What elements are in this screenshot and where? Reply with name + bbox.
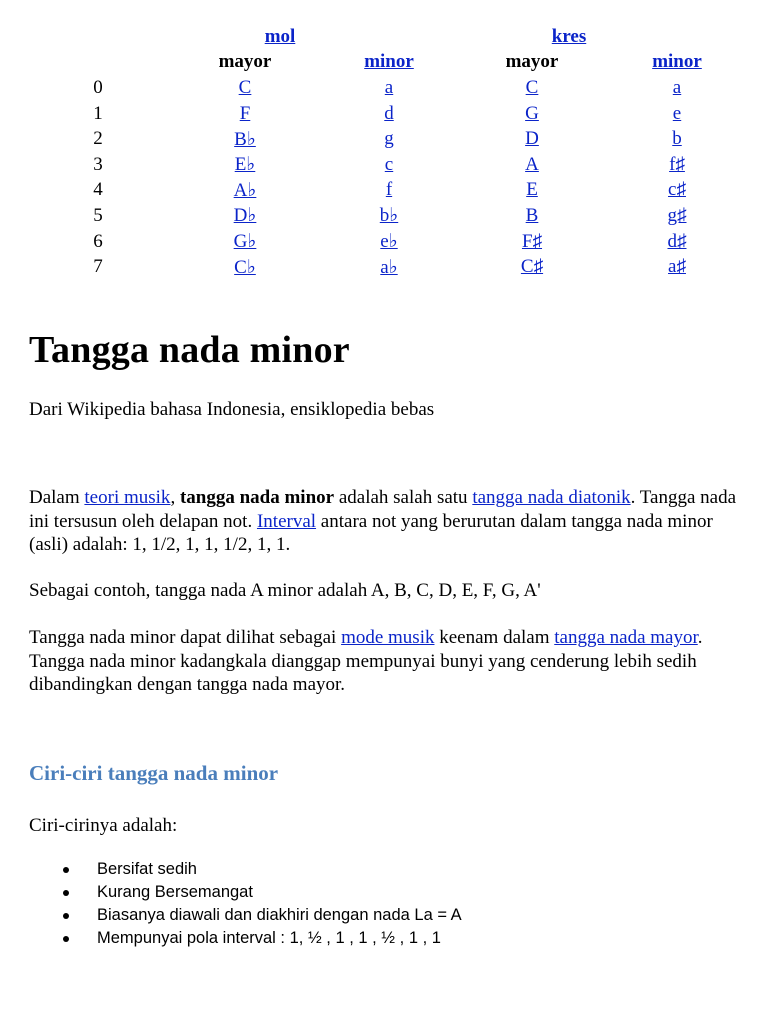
kres-minor-cell[interactable] <box>640 75 714 101</box>
list-item <box>60 881 462 904</box>
list-item <box>60 927 462 950</box>
kres-minor-link[interactable]: minor <box>652 51 702 73</box>
kres-mayor-cell[interactable] <box>424 75 640 101</box>
mol-minor-cell[interactable] <box>354 254 424 280</box>
mol-mayor-key-link[interactable]: A♭ <box>233 179 257 201</box>
table-group-header-row <box>60 24 714 50</box>
kres-mayor-key-link[interactable]: D <box>525 128 539 150</box>
kres-minor-cell[interactable] <box>640 178 714 204</box>
kres-mayor-header: mayor <box>505 51 559 73</box>
kres-minor-cell[interactable] <box>640 152 714 178</box>
mol-header[interactable] <box>136 24 424 50</box>
table-row <box>60 126 714 152</box>
kres-mayor-cell[interactable] <box>424 101 640 127</box>
bullet-icon <box>63 913 69 919</box>
text: , <box>170 487 180 508</box>
section-heading: Ciri-ciri tangga nada minor <box>29 761 279 785</box>
kres-mayor-cell[interactable] <box>424 178 640 204</box>
teori-musik-link[interactable]: teori musik <box>84 487 171 508</box>
row-number: 1 <box>93 102 103 124</box>
mol-mayor-cell[interactable] <box>136 152 354 178</box>
mol-mayor-key-link[interactable]: D♭ <box>233 205 257 227</box>
kres-minor-key-link[interactable]: b <box>672 128 682 150</box>
mol-minor-cell[interactable] <box>354 152 424 178</box>
tangga-nada-mayor-link[interactable]: tangga nada mayor <box>554 627 698 648</box>
text: adalah salah satu <box>334 487 473 508</box>
row-number: 7 <box>93 256 103 278</box>
kres-mayor-key-link[interactable]: B <box>525 204 539 226</box>
mol-mayor-cell[interactable] <box>136 203 354 229</box>
kres-mayor-key-link[interactable]: F♯ <box>521 230 543 252</box>
table-row <box>60 229 714 255</box>
kres-minor-cell[interactable] <box>640 101 714 127</box>
mol-minor-key-link[interactable]: b♭ <box>379 205 399 227</box>
kres-mayor-key-link[interactable]: C <box>525 76 539 98</box>
mol-mayor-key-link[interactable]: B♭ <box>234 128 256 150</box>
page-subtitle: Dari Wikipedia bahasa Indonesia, ensiklopedia bebas <box>29 399 435 420</box>
kres-minor-key-link[interactable]: a♯ <box>668 256 686 278</box>
table-row <box>60 203 714 229</box>
mol-mayor-cell[interactable] <box>136 101 354 127</box>
tangga-nada-diatonik-link[interactable]: tangga nada diatonik <box>472 487 631 508</box>
mol-minor-cell[interactable] <box>354 203 424 229</box>
mol-minor-key-link[interactable]: a <box>384 76 394 98</box>
mol-mayor-cell[interactable] <box>136 229 354 255</box>
mol-minor-cell[interactable] <box>354 126 424 152</box>
row-number: 0 <box>93 76 103 98</box>
mol-minor-key-link[interactable]: e♭ <box>380 231 398 253</box>
mol-link[interactable]: mol <box>264 25 296 47</box>
bullet-icon <box>63 890 69 896</box>
table-row <box>60 75 714 101</box>
characteristics-list <box>60 858 462 950</box>
empty-header-cell <box>60 50 136 76</box>
table-sub-header-row <box>60 50 714 76</box>
intro-paragraph <box>29 486 749 557</box>
list-item-text: Biasanya diawali dan diakhiri dengan nada La = A <box>97 906 462 924</box>
text: antara not yang berurutan dalam tangga nada minor (asli) adalah: 1, 1/2, 1, 1, 1/2, 1, 1. <box>29 510 713 555</box>
row-number: 4 <box>93 179 103 201</box>
kres-minor-key-link[interactable]: f♯ <box>669 153 685 175</box>
kres-mayor-cell[interactable] <box>424 229 640 255</box>
empty-header-cell <box>60 24 136 50</box>
mol-mayor-cell[interactable] <box>136 75 354 101</box>
row-number: 3 <box>93 153 103 175</box>
list-item-text: Kurang Bersemangat <box>97 883 253 901</box>
text: . Tangga nada minor kadangkala dianggap mempunyai bunyi yang cenderung lebih sedih dibandingkan dengan tangga nada mayor. <box>29 627 703 695</box>
mol-minor-key-link[interactable]: c <box>384 153 394 175</box>
kres-minor-header[interactable] <box>640 50 714 76</box>
text: Tangga nada minor dapat dilihat sebagai <box>29 627 342 648</box>
bullet-icon <box>63 867 69 873</box>
key-table-body <box>60 75 714 280</box>
kres-minor-cell[interactable] <box>640 229 714 255</box>
table-row <box>60 152 714 178</box>
mol-mayor-key-link[interactable]: C <box>238 76 252 98</box>
mol-mayor-key-link[interactable]: F <box>239 102 251 124</box>
mode-paragraph <box>29 626 749 697</box>
kres-minor-key-link[interactable]: a <box>672 76 682 98</box>
row-number: 5 <box>93 204 103 226</box>
table-row <box>60 101 714 127</box>
kres-mayor-key-link[interactable]: A <box>525 153 539 175</box>
list-item <box>60 904 462 927</box>
bold-term: tangga nada minor <box>179 487 335 508</box>
mol-minor-key-link[interactable]: g <box>384 128 394 150</box>
text: keenam dalam <box>434 627 555 648</box>
mol-mayor-cell[interactable] <box>136 126 354 152</box>
interval-link[interactable]: Interval <box>256 510 317 532</box>
kres-mayor-key-link[interactable]: G <box>525 102 539 124</box>
mol-minor-key-link[interactable]: f <box>385 179 393 201</box>
bullet-icon <box>63 936 69 942</box>
characteristics-intro: Ciri-cirinya adalah: <box>29 815 178 836</box>
kres-mayor-key-link[interactable]: E <box>526 179 538 201</box>
text: Dalam <box>29 487 85 508</box>
mol-minor-header[interactable] <box>354 50 424 76</box>
kres-mayor-key-link[interactable]: C♯ <box>520 256 544 278</box>
row-number: 6 <box>93 230 103 252</box>
mol-minor-link[interactable]: minor <box>364 51 414 73</box>
kres-header[interactable] <box>424 24 714 50</box>
kres-minor-cell[interactable] <box>640 203 714 229</box>
mol-mayor-cell[interactable] <box>136 178 354 204</box>
mol-minor-cell[interactable] <box>354 229 424 255</box>
mol-mayor-key-link[interactable]: C♭ <box>234 256 256 278</box>
mode-musik-link[interactable]: mode musik <box>341 627 435 648</box>
kres-mayor-cell[interactable] <box>424 152 640 178</box>
mol-mayor-header: mayor <box>218 51 272 73</box>
mol-minor-key-link[interactable]: d <box>384 102 394 124</box>
mol-mayor-key-link[interactable]: G♭ <box>233 231 257 253</box>
kres-minor-cell[interactable] <box>640 126 714 152</box>
row-number: 2 <box>93 128 103 150</box>
mol-minor-cell[interactable] <box>354 75 424 101</box>
kres-link[interactable]: kres <box>551 25 587 47</box>
kres-minor-key-link[interactable]: c♯ <box>668 179 686 201</box>
table-row <box>60 254 714 280</box>
kres-mayor-cell[interactable] <box>424 254 640 280</box>
mol-minor-cell[interactable] <box>354 178 424 204</box>
list-item-text: Mempunyai pola interval : 1, ½ , 1 , 1 , ½ , 1 , 1 <box>97 929 441 947</box>
example-paragraph: Sebagai contoh, tangga nada A minor adalah A, B, C, D, E, F, G, A' <box>29 580 541 601</box>
kres-minor-key-link[interactable]: d♯ <box>667 230 687 252</box>
mol-minor-cell[interactable] <box>354 101 424 127</box>
page-title: Tangga nada minor <box>29 329 350 371</box>
kres-minor-key-link[interactable]: g♯ <box>667 204 687 226</box>
kres-minor-key-link[interactable]: e <box>672 102 682 124</box>
mol-mayor-cell[interactable] <box>136 254 354 280</box>
list-item-text: Bersifat sedih <box>97 860 197 878</box>
text: . Tangga nada ini tersusun oleh delapan not. <box>29 487 737 532</box>
kres-minor-cell[interactable] <box>640 254 714 280</box>
table-row <box>60 178 714 204</box>
kres-mayor-cell[interactable] <box>424 203 640 229</box>
mol-mayor-key-link[interactable]: E♭ <box>234 154 256 176</box>
kres-mayor-cell[interactable] <box>424 126 640 152</box>
key-signature-table <box>60 24 714 280</box>
list-item <box>60 858 462 881</box>
mol-minor-key-link[interactable]: a♭ <box>380 256 398 278</box>
